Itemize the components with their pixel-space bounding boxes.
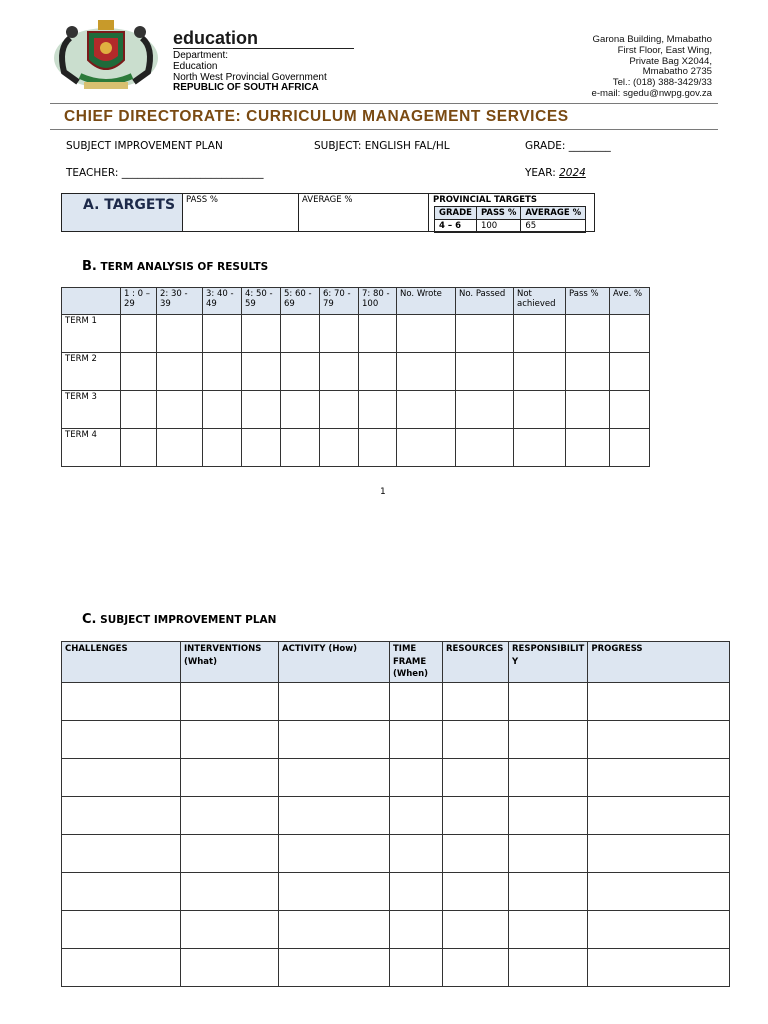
- plan-cell[interactable]: [279, 834, 390, 872]
- prov-cell: 100: [476, 220, 520, 233]
- prov-header: GRADE: [435, 207, 477, 220]
- education-wordmark: education: [173, 28, 259, 48]
- plan-header: PROGRESS: [588, 642, 730, 683]
- plan-cell[interactable]: [588, 758, 730, 796]
- plan-cell[interactable]: [443, 834, 509, 872]
- provincial-targets-label: PROVINCIAL TARGETS: [433, 195, 537, 205]
- plan-cell[interactable]: [443, 872, 509, 910]
- term-cell[interactable]: [281, 353, 320, 391]
- term-cell[interactable]: [456, 391, 514, 429]
- plan-cell[interactable]: [509, 948, 588, 986]
- plan-cell[interactable]: [509, 910, 588, 948]
- plan-cell[interactable]: [443, 720, 509, 758]
- table-row: [62, 720, 730, 758]
- plan-cell[interactable]: [443, 910, 509, 948]
- term-cell[interactable]: [359, 429, 397, 467]
- term-row-label: TERM 4: [62, 429, 121, 467]
- plan-cell[interactable]: [390, 758, 443, 796]
- plan-cell[interactable]: [181, 682, 279, 720]
- plan-cell[interactable]: [279, 948, 390, 986]
- address-block: [592, 35, 712, 100]
- term-cell[interactable]: [121, 429, 157, 467]
- plan-cell[interactable]: [279, 796, 390, 834]
- plan-cell[interactable]: [62, 872, 181, 910]
- plan-cell[interactable]: [443, 682, 509, 720]
- plan-cell[interactable]: [181, 948, 279, 986]
- plan-cell[interactable]: [509, 834, 588, 872]
- plan-header: CHALLENGES: [62, 642, 181, 683]
- plan-cell[interactable]: [443, 796, 509, 834]
- plan-cell[interactable]: [509, 796, 588, 834]
- address-line: First Floor, East Wing,: [617, 44, 712, 56]
- table-row: [62, 758, 730, 796]
- section-b-heading: [82, 259, 268, 274]
- dept-line: Education: [173, 60, 218, 72]
- term-cell[interactable]: [203, 353, 242, 391]
- section-title: TERM ANALYSIS OF RESULTS: [100, 261, 269, 273]
- dept-line: North West Provincial Government: [173, 71, 327, 83]
- plan-cell[interactable]: [588, 910, 730, 948]
- term-cell[interactable]: [514, 353, 566, 391]
- term-cell[interactable]: [359, 353, 397, 391]
- term-cell[interactable]: [610, 391, 650, 429]
- pass-percent-cell: PASS %: [183, 194, 299, 231]
- term-cell[interactable]: [514, 315, 566, 353]
- year-label: YEAR:: [525, 167, 560, 179]
- plan-cell[interactable]: [181, 834, 279, 872]
- term-cell[interactable]: [610, 353, 650, 391]
- plan-header: INTERVENTIONS (What): [181, 642, 279, 683]
- plan-header: RESOURCES: [443, 642, 509, 683]
- term-header: No. Passed: [456, 288, 514, 315]
- term-cell[interactable]: [242, 353, 281, 391]
- provincial-targets-table: [434, 206, 586, 233]
- term-cell[interactable]: [456, 315, 514, 353]
- plan-header: ACTIVITY (How): [279, 642, 390, 683]
- term-cell[interactable]: [456, 429, 514, 467]
- plan-cell[interactable]: [279, 682, 390, 720]
- prov-header: PASS %: [476, 207, 520, 220]
- directorate-title: CHIEF DIRECTORATE: CURRICULUM MANAGEMENT SERVICES: [64, 108, 569, 125]
- plan-cell[interactable]: [62, 948, 181, 986]
- address-line: Mmabatho 2735: [642, 66, 712, 78]
- term-cell[interactable]: [320, 391, 359, 429]
- plan-cell[interactable]: [588, 682, 730, 720]
- table-row: [62, 315, 650, 353]
- plan-cell[interactable]: [181, 910, 279, 948]
- term-header: 5: 60 - 69: [281, 288, 320, 315]
- term-cell[interactable]: [281, 391, 320, 429]
- plan-cell[interactable]: [181, 758, 279, 796]
- table-row: [62, 353, 650, 391]
- plan-cell[interactable]: [62, 834, 181, 872]
- term-cell[interactable]: [566, 391, 610, 429]
- plan-cell[interactable]: [509, 682, 588, 720]
- plan-cell[interactable]: [390, 720, 443, 758]
- term-cell[interactable]: [281, 429, 320, 467]
- plan-cell[interactable]: [588, 796, 730, 834]
- term-cell[interactable]: [242, 315, 281, 353]
- plan-cell[interactable]: [390, 948, 443, 986]
- plan-cell[interactable]: [279, 910, 390, 948]
- term-cell[interactable]: [242, 429, 281, 467]
- term-analysis-table: [61, 287, 650, 467]
- table-row: [62, 682, 730, 720]
- term-cell[interactable]: [242, 391, 281, 429]
- grade-field: GRADE: ________: [525, 140, 611, 152]
- targets-label: A. TARGETS: [62, 194, 183, 231]
- address-line: e-mail: sgedu@nwpg.gov.za: [591, 87, 712, 99]
- plan-cell[interactable]: [62, 720, 181, 758]
- address-line: Garona Building, Mmabatho: [592, 34, 712, 45]
- term-header: 3: 40 - 49: [203, 288, 242, 315]
- term-cell[interactable]: [203, 429, 242, 467]
- term-cell[interactable]: [397, 391, 456, 429]
- page-number: 1: [380, 487, 386, 497]
- table-row: [62, 872, 730, 910]
- plan-cell[interactable]: [181, 720, 279, 758]
- table-row: [62, 948, 730, 986]
- table-row: [62, 391, 650, 429]
- plan-cell[interactable]: [181, 796, 279, 834]
- plan-cell[interactable]: [62, 910, 181, 948]
- plan-cell[interactable]: [62, 758, 181, 796]
- table-row: [62, 834, 730, 872]
- plan-cell[interactable]: [279, 872, 390, 910]
- table-row: [62, 429, 650, 467]
- plan-cell[interactable]: [390, 910, 443, 948]
- term-header: No. Wrote: [397, 288, 456, 315]
- plan-cell[interactable]: [588, 834, 730, 872]
- term-cell[interactable]: [320, 429, 359, 467]
- term-cell[interactable]: [121, 353, 157, 391]
- term-header: Pass %: [566, 288, 610, 315]
- plan-header: TIME FRAME (When): [390, 642, 443, 683]
- targets-box: [61, 193, 595, 232]
- term-cell[interactable]: [281, 315, 320, 353]
- average-percent-cell: AVERAGE %: [299, 194, 429, 231]
- prov-cell: 65: [521, 220, 586, 233]
- term-cell[interactable]: [320, 353, 359, 391]
- term-cell[interactable]: [514, 429, 566, 467]
- term-cell[interactable]: [566, 353, 610, 391]
- term-cell[interactable]: [121, 391, 157, 429]
- term-cell[interactable]: [514, 391, 566, 429]
- section-title: SUBJECT IMPROVEMENT PLAN: [100, 614, 277, 626]
- prov-header: AVERAGE %: [521, 207, 586, 220]
- plan-cell[interactable]: [509, 720, 588, 758]
- term-cell[interactable]: [121, 315, 157, 353]
- term-cell[interactable]: [566, 429, 610, 467]
- dept-line: REPUBLIC OF SOUTH AFRICA: [173, 82, 319, 94]
- term-cell[interactable]: [397, 315, 456, 353]
- plan-header: RESPONSIBILIT Y: [509, 642, 588, 683]
- term-cell[interactable]: [610, 315, 650, 353]
- prov-cell: 4 – 6: [435, 220, 477, 233]
- term-cell[interactable]: [157, 315, 203, 353]
- plan-cell[interactable]: [509, 872, 588, 910]
- address-line: Tel.: (018) 388-3429/33: [612, 77, 712, 89]
- plan-cell[interactable]: [181, 872, 279, 910]
- term-cell[interactable]: [359, 391, 397, 429]
- plan-cell[interactable]: [279, 720, 390, 758]
- plan-cell[interactable]: [390, 872, 443, 910]
- plan-label: SUBJECT IMPROVEMENT PLAN: [66, 140, 223, 152]
- teacher-field: TEACHER: ___________________________: [66, 167, 264, 179]
- term-cell[interactable]: [397, 353, 456, 391]
- term-cell[interactable]: [203, 315, 242, 353]
- plan-cell[interactable]: [390, 796, 443, 834]
- plan-cell[interactable]: [279, 758, 390, 796]
- term-cell[interactable]: [566, 315, 610, 353]
- address-line: Private Bag X2044,: [629, 55, 712, 67]
- header-divider: [50, 103, 718, 104]
- year-field: [525, 167, 586, 179]
- term-cell[interactable]: [359, 315, 397, 353]
- term-cell[interactable]: [397, 429, 456, 467]
- improvement-plan-table: [61, 641, 730, 987]
- term-header: 6: 70 - 79: [320, 288, 359, 315]
- plan-cell[interactable]: [588, 720, 730, 758]
- term-cell[interactable]: [456, 353, 514, 391]
- coat-of-arms-logo: [50, 18, 162, 94]
- term-header: Not achieved: [514, 288, 566, 315]
- term-header: 2: 30 - 39: [157, 288, 203, 315]
- term-header: 1 : 0 – 29: [121, 288, 157, 315]
- header-divider: [50, 129, 718, 130]
- plan-cell[interactable]: [390, 682, 443, 720]
- dept-line: Department:: [173, 50, 229, 61]
- table-row: [62, 910, 730, 948]
- term-header: [62, 288, 121, 315]
- section-letter: B.: [82, 259, 97, 274]
- plan-cell[interactable]: [509, 758, 588, 796]
- plan-cell[interactable]: [62, 682, 181, 720]
- term-cell[interactable]: [610, 429, 650, 467]
- plan-cell[interactable]: [588, 948, 730, 986]
- plan-cell[interactable]: [62, 796, 181, 834]
- term-header: Ave. %: [610, 288, 650, 315]
- section-letter: C.: [82, 612, 97, 627]
- term-header: 4: 50 - 59: [242, 288, 281, 315]
- subject-field: SUBJECT: ENGLISH FAL/HL: [314, 140, 450, 152]
- plan-cell[interactable]: [443, 758, 509, 796]
- plan-cell[interactable]: [443, 948, 509, 986]
- term-cell[interactable]: [157, 391, 203, 429]
- term-row-label: TERM 2: [62, 353, 121, 391]
- plan-cell[interactable]: [390, 834, 443, 872]
- term-cell[interactable]: [320, 315, 359, 353]
- term-header: 7: 80 - 100: [359, 288, 397, 315]
- term-row-label: TERM 1: [62, 315, 121, 353]
- term-cell[interactable]: [203, 391, 242, 429]
- table-row: [62, 796, 730, 834]
- year-value: 2024: [559, 167, 586, 179]
- wordmark-rule: [173, 48, 354, 49]
- term-row-label: TERM 3: [62, 391, 121, 429]
- section-c-heading: [82, 612, 276, 627]
- term-cell[interactable]: [157, 353, 203, 391]
- department-block: [173, 51, 327, 94]
- plan-cell[interactable]: [588, 872, 730, 910]
- term-cell[interactable]: [157, 429, 203, 467]
